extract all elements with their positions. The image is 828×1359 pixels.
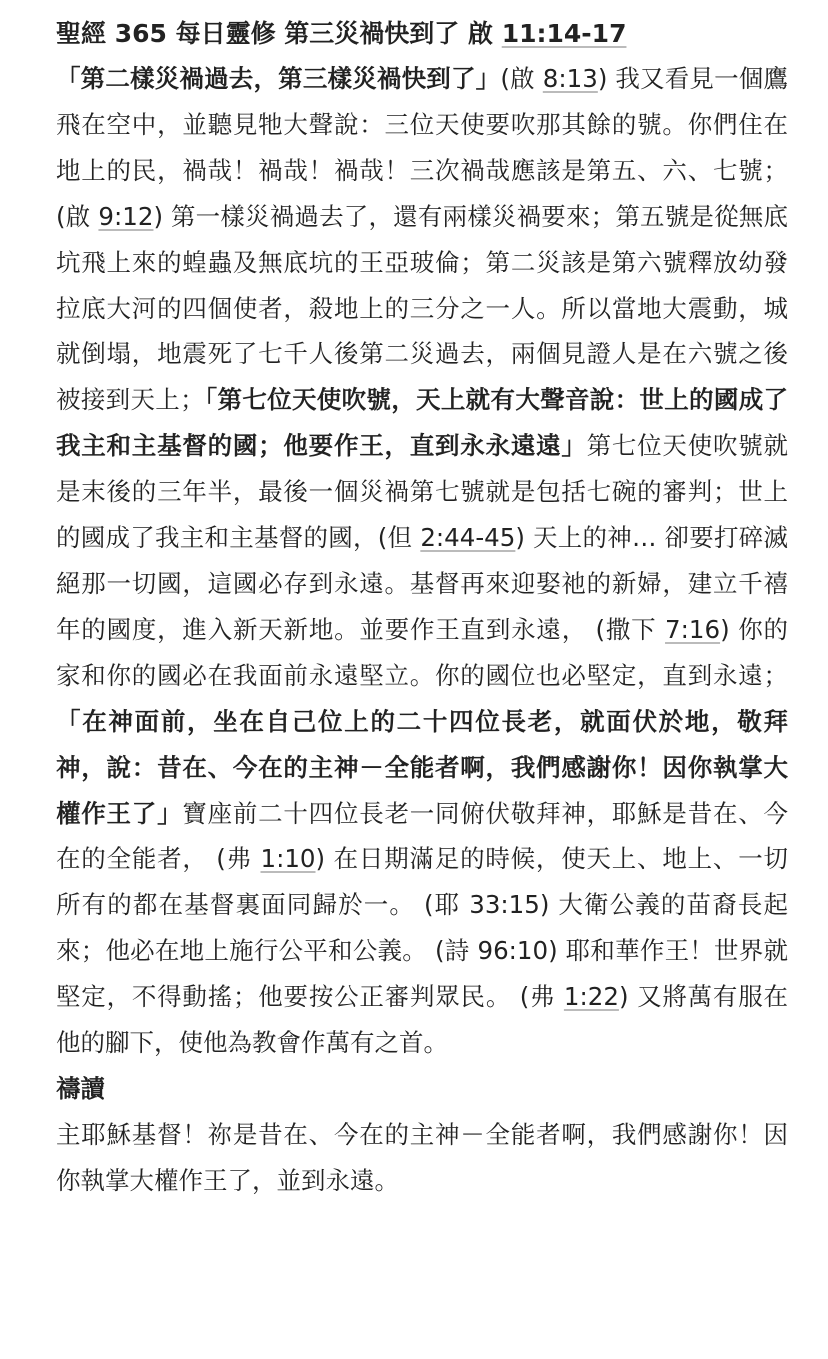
- title-text: 聖經 365 每日靈修 第三災禍快到了 啟: [56, 19, 502, 48]
- quote-2: 「第七位天使吹號，天上就有大聲音說：世上的國成了我主和主基督的國；他要作王，直到永永遠遠」: [56, 385, 789, 461]
- text-segment: ) 又將萬有服在他的腳下，使他為教會作萬有之首。: [56, 982, 788, 1058]
- quote-3: 「在神面前，坐在自己位上的二十四位長老，就面伏於地，敬拜神，說：昔在、今在的主神－全能者啊，我們感謝你！因你執掌大權作王了」: [56, 706, 788, 828]
- scripture-link[interactable]: 1:22: [563, 982, 619, 1012]
- text-segment: 第七位天使吹號就是末後的三年半，最後一個災禍第七號就是包括七碗的審判；世上的國成了我主和主基督的國，(但: [56, 431, 788, 553]
- scripture-link[interactable]: 8:13: [542, 64, 598, 93]
- title-scripture-link[interactable]: 11:14-17: [501, 19, 627, 48]
- prayer-text: 主耶穌基督！祢是昔在、今在的主神－全能者啊，我們感謝你！因你執掌大權作王了，並到永遠。: [56, 1119, 788, 1195]
- text-segment: (啟: [500, 64, 543, 93]
- text-segment: 寶座前二十四位長老一同俯伏敬拜神，耶穌是昔在、今在的全能者， (弗: [56, 798, 789, 874]
- scripture-link[interactable]: 9:12: [98, 201, 154, 231]
- text-segment: ) 我又看見一個鷹飛在空中，並聽見牠大聲說：三位天使要吹那其餘的號。你們住在地上的民，禍哉！禍哉！禍哉！三次禍哉應該是第五、六、七號； (啟: [56, 64, 788, 231]
- text-segment: ) 你的家和你的國必在我面前永遠堅立。你的國位也必堅定，直到永遠；: [56, 614, 788, 690]
- scripture-link[interactable]: 2:44-45: [420, 523, 516, 553]
- scripture-link[interactable]: 7:16: [665, 614, 721, 644]
- quote-1: 「第二樣災禍過去，第三樣災禍快到了」: [56, 64, 501, 93]
- text-segment: ) 天上的神… 卻要打碎滅絕那一切國，這國必存到永遠。基督再來迎娶祂的新婦，建立千禧年的國度，進入新天新地。並要作王直到永遠， (撒下: [56, 523, 788, 644]
- prayer-heading: 禱讀: [56, 1073, 105, 1103]
- text-segment: ) 在日期滿足的時候，使天上、地上、一切所有的都在基督裏面同歸於一。 (耶 33:15) 大衛公義的苗裔長起來；他必在地上施行公平和公義。 (詩 96:10) 耶和華作王！世界就堅定，不得動搖；他要按公正審判眾民。 (弗: [56, 844, 788, 1012]
- devotion-body: [56, 56, 788, 1066]
- page-title: [56, 12, 788, 56]
- scripture-link[interactable]: 1:10: [260, 844, 316, 874]
- text-segment: ) 第一樣災禍過去了，還有兩樣災禍要來；第五號是從無底坑飛上來的蝗蟲及無底坑的王亞玻倫；第二災該是第六號釋放幼發拉底大河的四個使者，殺地上的三分之一人。所以當地大震動，城就倒塌，地震死了七千人後第二災過去，兩個見證人是在六號之後被接到天上；: [56, 201, 788, 415]
